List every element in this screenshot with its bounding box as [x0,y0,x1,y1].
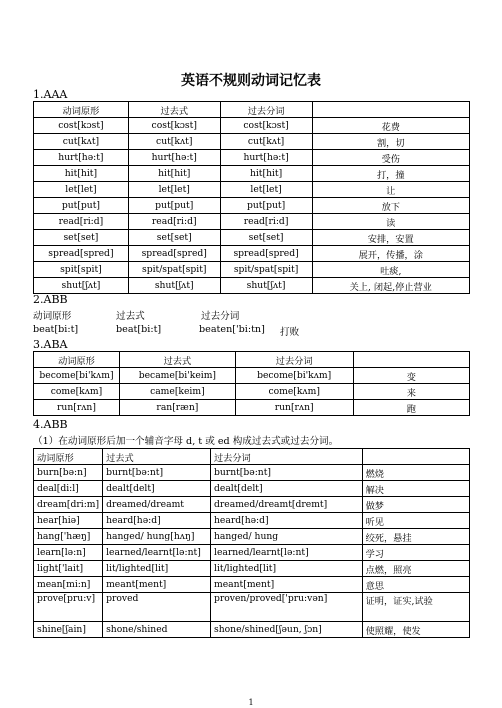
aba-header-cell: 过去式 [119,352,235,368]
abb2-cell: learn[lə:n] [34,545,103,561]
abb2-cell: hear[hiə] [34,513,103,529]
aba-table [33,351,470,416]
abb2-cell: dreamed/dreamt [103,497,211,513]
abb2-cell: 意思 [362,577,469,593]
table-row [34,214,470,230]
aba-header-cell: 动词原形 [34,352,120,368]
abb2-cell: heard[hə:d] [103,513,211,529]
section-abb2-label: 4.ABB [33,418,68,431]
table-row [34,368,470,384]
aaa-cell: shut[ʃʌt] [128,278,220,294]
section-aaa-label: 1.AAA [33,88,68,101]
abb2-cell: mean[mi:n] [34,577,103,593]
aaa-cell: hit[hit] [128,166,220,182]
aaa-cell: cost[kɔst] [34,118,129,134]
abb2-cell: heard[hə:d] [211,513,363,529]
section-abb1-label: 2.ABB [33,293,68,306]
abb2-cell: shine[ʃain] [34,622,103,638]
abb2-header-row [34,449,470,465]
aaa-cell: spread[spred] [220,246,312,262]
aba-header-row [34,352,470,368]
aba-cell: became[bi'keim] [119,368,235,384]
aba-header-cell: 过去分词 [235,352,353,368]
abb2-cell: 点燃，照亮 [362,561,469,577]
aaa-cell: 安排，安置 [312,230,470,246]
table-row [34,513,470,529]
aaa-cell: cut[kʌt] [128,134,220,150]
table-row [34,577,470,593]
abb2-cell: dealt[delt] [103,481,211,497]
aba-cell: come[kʌm] [235,384,353,400]
aaa-header-row [34,102,470,118]
aaa-cell: spread[spred] [34,246,129,262]
abb2-cell: lit/lighted[lit] [211,561,363,577]
aaa-cell: set[set] [128,230,220,246]
aaa-cell: spit/spat[spit] [220,262,312,278]
abb2-cell: dream[dri:m] [34,497,103,513]
abb2-cell: 做梦 [362,497,469,513]
abb2-cell: 证明，证实,试验 [362,593,469,622]
aba-cell: 来 [353,384,469,400]
abb2-cell: dreamed/dreamt[dremt] [211,497,363,513]
abb2-cell: 燃烧 [362,465,469,481]
aba-cell: came[keim] [119,384,235,400]
aaa-cell: hurt[hə:t] [220,150,312,166]
aaa-table [33,101,470,294]
abb2-cell: learned/learnt[lə:nt] [103,545,211,561]
abb2-header-cell [362,449,469,465]
table-row [34,278,470,294]
abb1-header-base: 动词原形 [33,311,72,322]
aba-cell: ran[ræn] [119,400,235,416]
table-row [34,118,470,134]
abb2-table [33,448,470,638]
abb2-cell: 绞死，悬挂 [362,529,469,545]
abb2-cell: burnt[bə:nt] [211,465,363,481]
abb2-header-cell: 动词原形 [34,449,103,465]
abb1-header-participle: 过去分词 [201,311,240,322]
abb2-cell: hang['hæŋ] [34,529,103,545]
abb2-cell: proven/proved['pru:vən] [211,593,363,622]
abb2-cell: meant[ment] [211,577,363,593]
aba-cell: 跑 [353,400,469,416]
aaa-cell: 吐痰, [312,262,470,278]
page-title: 英语不规则动词记忆表 [181,73,321,89]
aaa-cell: read[ri:d] [128,214,220,230]
table-row [34,400,470,416]
table-row [34,593,470,622]
abb2-header-cell: 过去分词 [211,449,363,465]
abb2-cell: shone/shined [103,622,211,638]
aaa-cell: 让 [312,182,470,198]
page-number: 1 [248,698,254,707]
abb2-cell: 学习 [362,545,469,561]
aaa-cell: hurt[hə:t] [128,150,220,166]
abb2-cell: burn[bə:n] [34,465,103,481]
aaa-cell: 打，撞 [312,166,470,182]
aaa-cell: spit/spat[spit] [128,262,220,278]
table-row [34,529,470,545]
table-row [34,134,470,150]
table-row [34,150,470,166]
aaa-cell: hit[hit] [34,166,129,182]
abb2-cell: 使照耀，使发 [362,622,469,638]
table-row [34,497,470,513]
abb2-note: （1）在动词原形后加一个辅音字母 d, t 或 ed 构成过去式或过去分词。 [33,436,339,447]
aaa-cell: cost[kɔst] [220,118,312,134]
aba-cell: become[bi'kʌm] [34,368,120,384]
aaa-cell: 花费 [312,118,470,134]
aba-header-cell [353,352,469,368]
aaa-cell: 受伤 [312,150,470,166]
aaa-cell: shut[ʃʌt] [34,278,129,294]
aaa-cell: let[let] [220,182,312,198]
aaa-cell: put[put] [220,198,312,214]
aaa-cell: set[set] [34,230,129,246]
aaa-header-cell [312,102,470,118]
aaa-cell: 放下 [312,198,470,214]
abb2-cell: burnt[bə:nt] [103,465,211,481]
table-row [34,166,470,182]
abb2-cell: shone/shined[ʃəun, ʃɔn] [211,622,363,638]
section-aba-label: 3.ABA [33,338,68,351]
abb2-cell: dealt[delt] [211,481,363,497]
aaa-cell: put[put] [34,198,129,214]
table-row [34,262,470,278]
aaa-cell: hit[hit] [220,166,312,182]
aaa-cell: hurt[hə:t] [34,150,129,166]
aaa-cell: 割，切 [312,134,470,150]
abb2-cell: hanged/ hung [211,529,363,545]
abb2-cell: deal[di:l] [34,481,103,497]
table-row [34,561,470,577]
abb2-cell: prove[pru:v] [34,593,103,622]
aba-cell: come[kʌm] [34,384,120,400]
abb2-cell: proved [103,593,211,622]
table-row [34,545,470,561]
aba-cell: 变 [353,368,469,384]
aaa-cell: cut[kʌt] [34,134,129,150]
aaa-cell: spread[spred] [128,246,220,262]
aaa-header-cell: 过去分词 [220,102,312,118]
table-row [34,182,470,198]
abb2-cell: meant[ment] [103,577,211,593]
aaa-header-cell: 动词原形 [34,102,129,118]
abb1-header-past: 过去式 [116,311,145,322]
table-row [34,246,470,262]
aaa-cell: 展开，传播，涂 [312,246,470,262]
abb2-cell: 解决 [362,481,469,497]
aaa-cell: let[let] [128,182,220,198]
aaa-cell: 读 [312,214,470,230]
table-row [34,230,470,246]
aaa-cell: set[set] [220,230,312,246]
abb1-cell-participle: beaten['bi:tn] [199,324,265,335]
table-row [34,384,470,400]
abb1-cell-base: beat[bi:t] [33,324,79,335]
abb2-header-cell: 过去式 [103,449,211,465]
table-row [34,465,470,481]
table-row [34,198,470,214]
abb1-header-row [33,308,473,322]
aaa-cell: read[ri:d] [34,214,129,230]
aba-cell: run[rʌn] [34,400,120,416]
aaa-header-cell: 过去式 [128,102,220,118]
aaa-cell: cut[kʌt] [220,134,312,150]
aaa-cell: read[ri:d] [220,214,312,230]
abb1-cell-past: beat[bi:t] [116,324,162,335]
aaa-cell: 关上, 闭起,停止营业 [312,278,470,294]
aba-cell: become[bi'kʌm] [235,368,353,384]
abb2-cell: 听见 [362,513,469,529]
aaa-cell: cost[kɔst] [128,118,220,134]
abb1-row [33,324,473,338]
abb1-cell-meaning: 打败 [280,327,300,338]
aaa-cell: shut[ʃʌt] [220,278,312,294]
abb2-cell: learned/learnt[lə:nt] [211,545,363,561]
aaa-cell: let[let] [34,182,129,198]
abb2-cell: hanged/ hung[hʌŋ] [103,529,211,545]
table-row [34,481,470,497]
aaa-cell: put[put] [128,198,220,214]
aba-cell: run[rʌn] [235,400,353,416]
aaa-cell: spit[spit] [34,262,129,278]
table-row [34,622,470,638]
abb2-cell: lit/lighted[lit] [103,561,211,577]
abb2-cell: light['lait] [34,561,103,577]
